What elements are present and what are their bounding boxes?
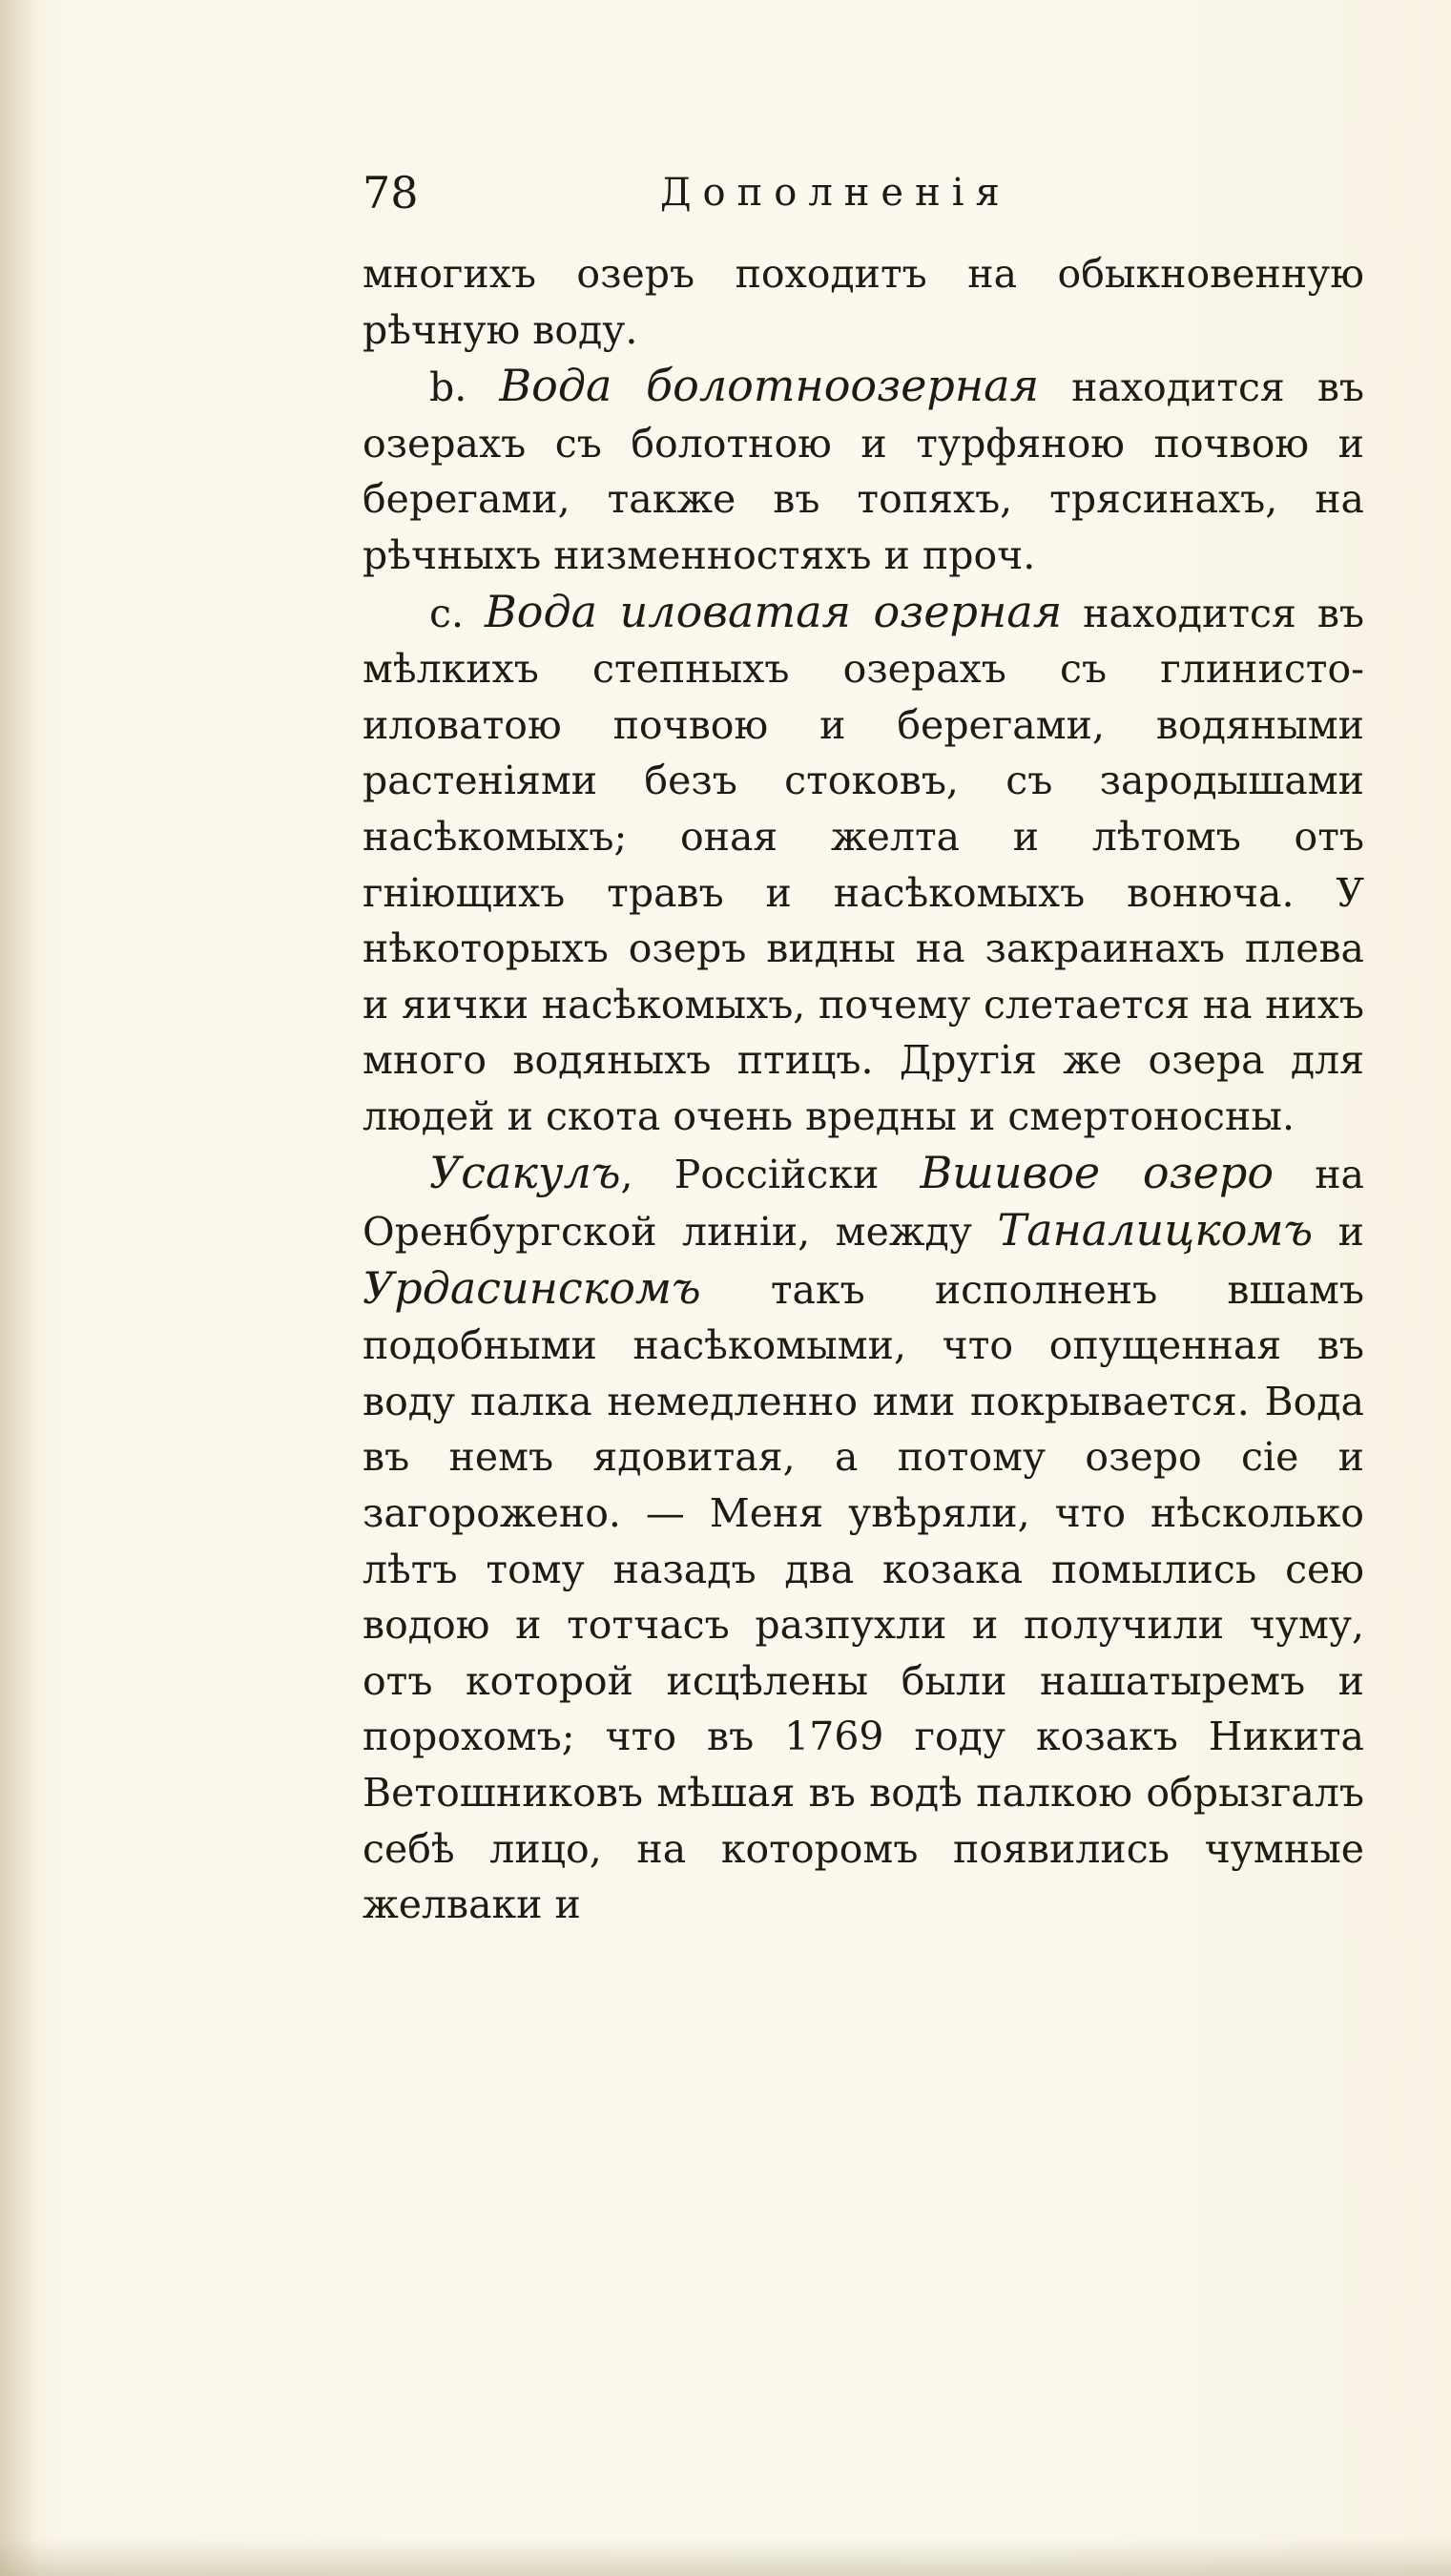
paragraph-usakul: [363, 1145, 1364, 1933]
item-letter-c: c.: [429, 590, 464, 636]
paragraph-b-text: находится въ озерахъ съ болотною и турфяною почвою и берегами, также въ топяхъ, трясинахъ, на рѣчныхъ низменностяхъ и проч.: [363, 364, 1364, 578]
paragraph-1: [363, 246, 1364, 358]
paragraph-c-text: находится въ мѣлкихъ степныхъ озерахъ съ глинисто-иловатою почвою и берегами, водяными растеніями безъ стоковъ, съ зародышами насѣкомыхъ; оная желта и лѣтомъ отъ гніющихъ травъ и насѣкомыхъ вонюча. У нѣкоторыхъ озеръ видны на закраинахъ плева и яички насѣкомыхъ, почему слетается на нихъ много водяныхъ птицъ. Другія же озера для людей и скота очень вредны и смертоносны.: [363, 590, 1364, 1139]
name-vshivoe-ozero: Вшивое озеро: [920, 1146, 1275, 1198]
body-text: [363, 246, 1364, 1933]
page-header: [363, 164, 1374, 221]
term-bog-lake-water: Вода болотноозерная: [499, 360, 1040, 412]
name-urdasinsk: Урдасинскомъ: [363, 1261, 701, 1314]
term-silty-lake-water: Вода иловатая озерная: [485, 585, 1063, 637]
item-letter-b: b.: [429, 364, 467, 411]
paragraph-1-text: многихъ озеръ походитъ на обыкновенную рѣчную воду.: [363, 251, 1364, 353]
name-tanalitsk: Таналицкомъ: [997, 1204, 1314, 1257]
name-usakul: Усакулъ: [429, 1146, 621, 1198]
page-bottom-edge: [0, 2538, 1451, 2576]
usakul-text-3: и: [1313, 1209, 1364, 1256]
gutter-shadow: [0, 0, 38, 2576]
paragraph-b: [363, 358, 1364, 583]
usakul-text-2: на Оренбургской линіи, между: [363, 1151, 1364, 1256]
usakul-text-1: , Россійски: [620, 1151, 921, 1197]
paragraph-c: [363, 584, 1364, 1145]
running-head: Дополненія: [660, 171, 1011, 215]
page-number: 78: [363, 167, 419, 218]
usakul-text-4: такъ исполненъ вшамъ подобными насѣкомыми, что опущенная въ воду палка немедленно ими покрывается. Вода въ немъ ядовитая, а потому озеро сіе и загорожено. — Меня увѣряли, что нѣсколько лѣтъ тому назадъ два козака помылись сею водою и тотчасъ разпухли и получили чуму, отъ которой исцѣлены были нашатыремъ и порохомъ; что въ 1769 году козакъ Никита Ветошниковъ мѣшая въ водѣ палкою обрызгалъ себѣ лицо, на которомъ появились чумные желваки и: [363, 1266, 1364, 1928]
